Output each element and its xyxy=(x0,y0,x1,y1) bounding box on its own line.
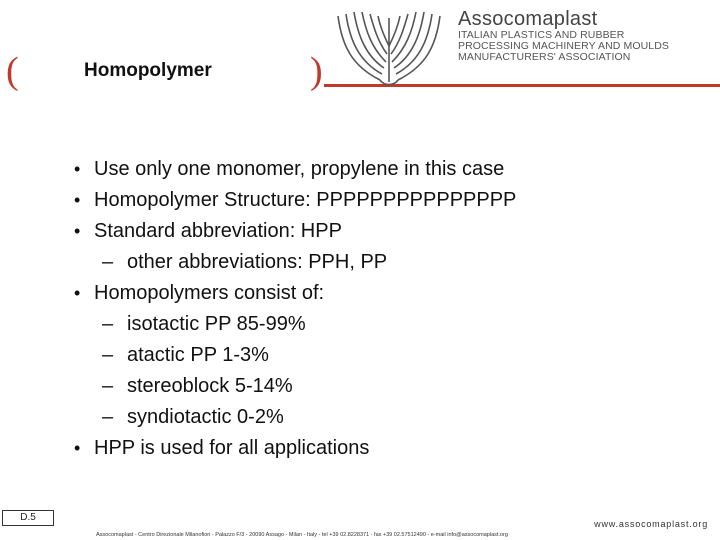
bullet-text: HPP is used for all applications xyxy=(94,437,370,459)
brand-tagline-line-1: ITALIAN PLASTICS AND RUBBER xyxy=(458,29,625,41)
bullet-item xyxy=(74,433,516,464)
bullet-text: syndiotactic 0-2% xyxy=(127,406,284,428)
dash-marker: – xyxy=(102,344,114,366)
sub-bullet-item xyxy=(74,309,516,340)
bullet-marker: • xyxy=(74,159,81,179)
bullet-item xyxy=(74,185,516,216)
bullet-text: Homopolymers consist of: xyxy=(94,282,325,304)
sub-bullet-item xyxy=(74,247,516,278)
bullet-marker: • xyxy=(74,221,81,241)
sub-bullet-item xyxy=(74,402,516,433)
dash-marker: – xyxy=(102,251,114,273)
bullet-text: Standard abbreviation: HPP xyxy=(94,220,342,242)
title-paren-left: ( xyxy=(6,50,19,92)
bullet-marker: • xyxy=(74,438,81,458)
bullet-item xyxy=(74,216,516,247)
footer-address: Assocomaplast - Centro Direzionale Milanofiori - Palazzo F/3 - 20090 Assago - Milan - Italy - tel +39 02.8228371 - fax +39 02.57512490 - e-mail info@assocomaplast.org xyxy=(96,532,508,538)
bullet-text: stereoblock 5-14% xyxy=(127,375,293,397)
dash-marker: – xyxy=(102,406,114,428)
assocomaplast-emblem-icon xyxy=(332,6,446,88)
bullet-text: other abbreviations: PPH, PP xyxy=(127,251,388,273)
sub-bullet-item xyxy=(74,371,516,402)
bullet-text: Homopolymer Structure: PPPPPPPPPPPPPPP xyxy=(94,189,517,211)
sub-bullet-item xyxy=(74,340,516,371)
logo-wordmark xyxy=(458,8,720,63)
page-title: Homopolymer xyxy=(84,60,212,81)
bullet-list xyxy=(74,154,516,464)
bullet-marker: • xyxy=(74,283,81,303)
brand-tagline-line-2: PROCESSING MACHINERY AND MOULDS xyxy=(458,40,670,52)
page-number: D.5 xyxy=(2,510,54,526)
title-paren-right: ) xyxy=(310,50,323,92)
bullet-item xyxy=(74,154,516,185)
bullet-text: atactic PP 1-3% xyxy=(127,344,269,366)
brand-tagline-line-3: MANUFACTURERS' ASSOCIATION xyxy=(458,51,631,63)
bullet-item xyxy=(74,278,516,309)
dash-marker: – xyxy=(102,313,114,335)
footer-url: www.assocomaplast.org xyxy=(594,519,708,529)
brand-name: Assocomaplast xyxy=(458,8,598,30)
bullet-text: isotactic PP 85-99% xyxy=(127,313,306,335)
bullet-marker: • xyxy=(74,190,81,210)
dash-marker: – xyxy=(102,375,114,397)
bullet-text: Use only one monomer, propylene in this case xyxy=(94,158,505,180)
